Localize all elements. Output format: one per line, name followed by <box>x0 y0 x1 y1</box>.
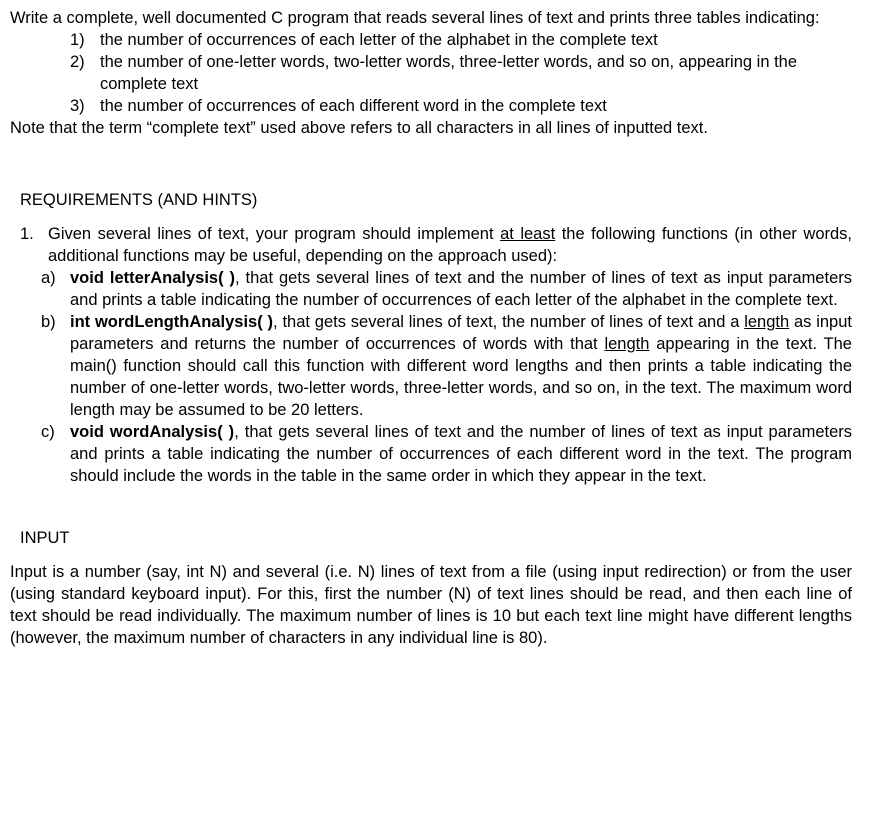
list-text: the number of occurrences of each different word in the complete text <box>100 97 607 115</box>
requirement-text: the following functions (in other words, additional functions may be useful, depending on the approach used): <box>48 225 853 265</box>
document-page <box>10 7 852 649</box>
function-signature: int wordLengthAnalysis( ) <box>70 313 274 331</box>
requirement-text: Given several lines of text, your program should implement <box>48 225 501 243</box>
list-item <box>10 95 852 117</box>
function-signature: void wordAnalysis( ) <box>70 423 235 441</box>
list-number: 2) <box>70 53 85 71</box>
sub-item-label: a) <box>41 269 56 287</box>
sub-item-text: appearing in the text. The main() function should call this function with different word lengths and then prints a table indicating the number of one-letter words, two-letter words, three-letter words, and so on, in the text. The maximum word length may be assumed to be 20 letters. <box>70 335 852 419</box>
list-item <box>10 29 852 51</box>
requirements-heading: REQUIREMENTS (AND HINTS) <box>20 191 258 209</box>
input-paragraph: Input is a number (say, int N) and several (i.e. N) lines of text from a file (using input redirection) or from the user (using standard keyboard input). For this, first the number (N) of text lines should be read, and then each line of text should be read individually. The maximum number of lines is 10 but each text line might have different lengths (however, the maximum number of characters in any individual line is 80). <box>10 563 852 647</box>
intro-paragraph: Write a complete, well documented C program that reads several lines of text and prints three tables indicating: <box>10 9 820 27</box>
sub-item-text: , that gets several lines of text, the number of lines of text and a <box>273 313 745 331</box>
underlined-term: length <box>744 313 790 331</box>
sub-item-label: b) <box>41 313 56 331</box>
list-item <box>10 51 852 95</box>
sub-item-b <box>10 311 852 421</box>
sub-item-a <box>10 267 852 311</box>
sub-item-text: as input parameters and returns the number of occurrences of words with that <box>70 313 852 353</box>
intro-list <box>10 29 852 117</box>
list-number: 3) <box>70 97 85 115</box>
sub-item-c <box>10 421 852 487</box>
sub-item-text: , that gets several lines of text and the number of lines of text as input parameters and prints a table indicating the number of occurrences of each different word in the text. The program should include the words in the table in the same order in which they appear in the text. <box>70 423 852 485</box>
underlined-term: length <box>604 335 650 353</box>
list-text: the number of one-letter words, two-letter words, three-letter words, and so on, appearing in the complete text <box>100 53 798 93</box>
function-signature: void letterAnalysis( ) <box>70 269 236 287</box>
requirement-item <box>10 223 852 267</box>
requirements-list <box>10 223 852 487</box>
list-number: 1) <box>70 31 85 49</box>
requirement-emphasis: at least <box>500 225 556 243</box>
sub-item-label: c) <box>41 423 55 441</box>
sub-item-text: , that gets several lines of text and the number of lines of text as input parameters and prints a table indicating the number of occurrences of each letter of the alphabet in the complete text. <box>70 269 852 309</box>
requirement-number: 1. <box>20 225 34 243</box>
list-text: the number of occurrences of each letter of the alphabet in the complete text <box>100 31 658 49</box>
input-heading: INPUT <box>20 529 70 547</box>
intro-note: Note that the term “complete text” used above refers to all characters in all lines of inputted text. <box>10 119 708 137</box>
